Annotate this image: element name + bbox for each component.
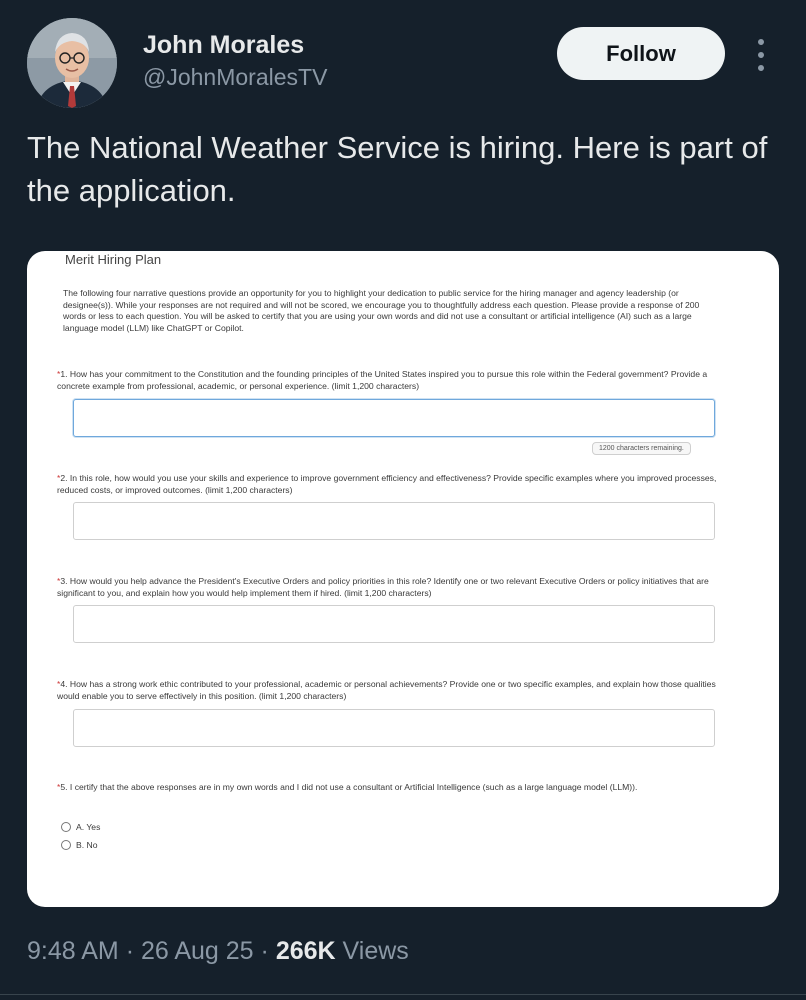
question-text: 1. How has your commitment to the Constitution and the founding principles of the United States inspired you to pursue this role within the Federal government? Provide a concrete example from professional, academic, or personal experience. (limit 1,200 characters) xyxy=(57,369,708,391)
required-marker: * xyxy=(57,576,61,586)
more-dot xyxy=(758,52,764,58)
required-marker: * xyxy=(57,679,61,689)
tweet-time[interactable]: 9:48 AM xyxy=(27,937,119,965)
follow-button[interactable]: Follow xyxy=(557,27,725,80)
question-1 xyxy=(57,368,727,392)
option-label: B. No xyxy=(76,840,98,850)
option-label: A. Yes xyxy=(76,822,101,832)
avatar-image xyxy=(27,18,117,108)
divider xyxy=(0,994,806,995)
question-3 xyxy=(57,575,727,599)
answer-1-input[interactable] xyxy=(73,399,715,437)
question-text: 4. How has a strong work ethic contributed to your professional, academic or personal achievements? Provide one or two specific examples, and explain how those qualities would enable you to serve effectively in this position. (limit 1,200 characters) xyxy=(57,679,716,701)
question-text: 2. In this role, how would you use your skills and experience to improve government efficiency and effectiveness? Provide specific examples where you improved processes, reduced costs, or improved outcomes. (limit 1,200 characters) xyxy=(57,473,717,495)
separator: · xyxy=(260,937,269,965)
separator: · xyxy=(125,937,135,965)
required-marker: * xyxy=(57,782,61,792)
question-2 xyxy=(57,472,727,496)
radio-button[interactable] xyxy=(61,840,71,850)
tweet-header xyxy=(0,0,806,120)
question-5 xyxy=(57,781,727,793)
character-counter: 1200 characters remaining. xyxy=(592,442,691,455)
question-4 xyxy=(57,678,727,702)
views-label: Views xyxy=(342,937,409,965)
answer-2-input[interactable] xyxy=(73,502,715,540)
answer-3-input[interactable] xyxy=(73,605,715,643)
more-dot xyxy=(758,65,764,71)
form-intro: The following four narrative questions provide an opportunity for you to highlight your dedication to public service for the hiring manager and agency leadership (or designee(s)). While your responses are not required and will not be scored, we encourage you to thoughtfully address each question. Please provide a response of 200 words or less to each question. You will be asked to certify that you are using your own words and did not use a consultant or artificial intelligence (AI) such as a large language model (LLM) like ChatGPT or Copilot. xyxy=(63,288,700,333)
views-count[interactable]: 266K xyxy=(275,937,336,965)
required-marker: * xyxy=(57,473,61,483)
required-marker: * xyxy=(57,369,61,379)
avatar[interactable] xyxy=(27,18,117,108)
tweet-metadata xyxy=(27,937,409,966)
tweet-text: The National Weather Service is hiring. Here is part of the application. xyxy=(27,130,768,208)
author-name[interactable]: John Morales xyxy=(143,31,305,59)
answer-4-input[interactable] xyxy=(73,709,715,747)
attached-image-application-form[interactable] xyxy=(27,251,779,907)
more-dot xyxy=(758,39,764,45)
author-handle[interactable]: @JohnMoralesTV xyxy=(143,64,328,90)
question-text: 5. I certify that the above responses are in my own words and I did not use a consultant or Artificial Intelligence (such as a large language model (LLM)). xyxy=(60,782,638,792)
question-text: 3. How would you help advance the President's Executive Orders and policy priorities in this role? Identify one or two relevant Executive Orders or policy initiatives that are significant to you, and explain how you would help implement them if hired. (limit 1,200 characters) xyxy=(57,576,709,598)
radio-button[interactable] xyxy=(61,822,71,832)
tweet-date[interactable]: 26 Aug 25 xyxy=(140,937,254,965)
option-yes[interactable] xyxy=(61,822,100,832)
more-options-icon[interactable] xyxy=(748,35,774,75)
form-title: Merit Hiring Plan xyxy=(65,252,162,267)
option-no[interactable] xyxy=(61,840,98,850)
